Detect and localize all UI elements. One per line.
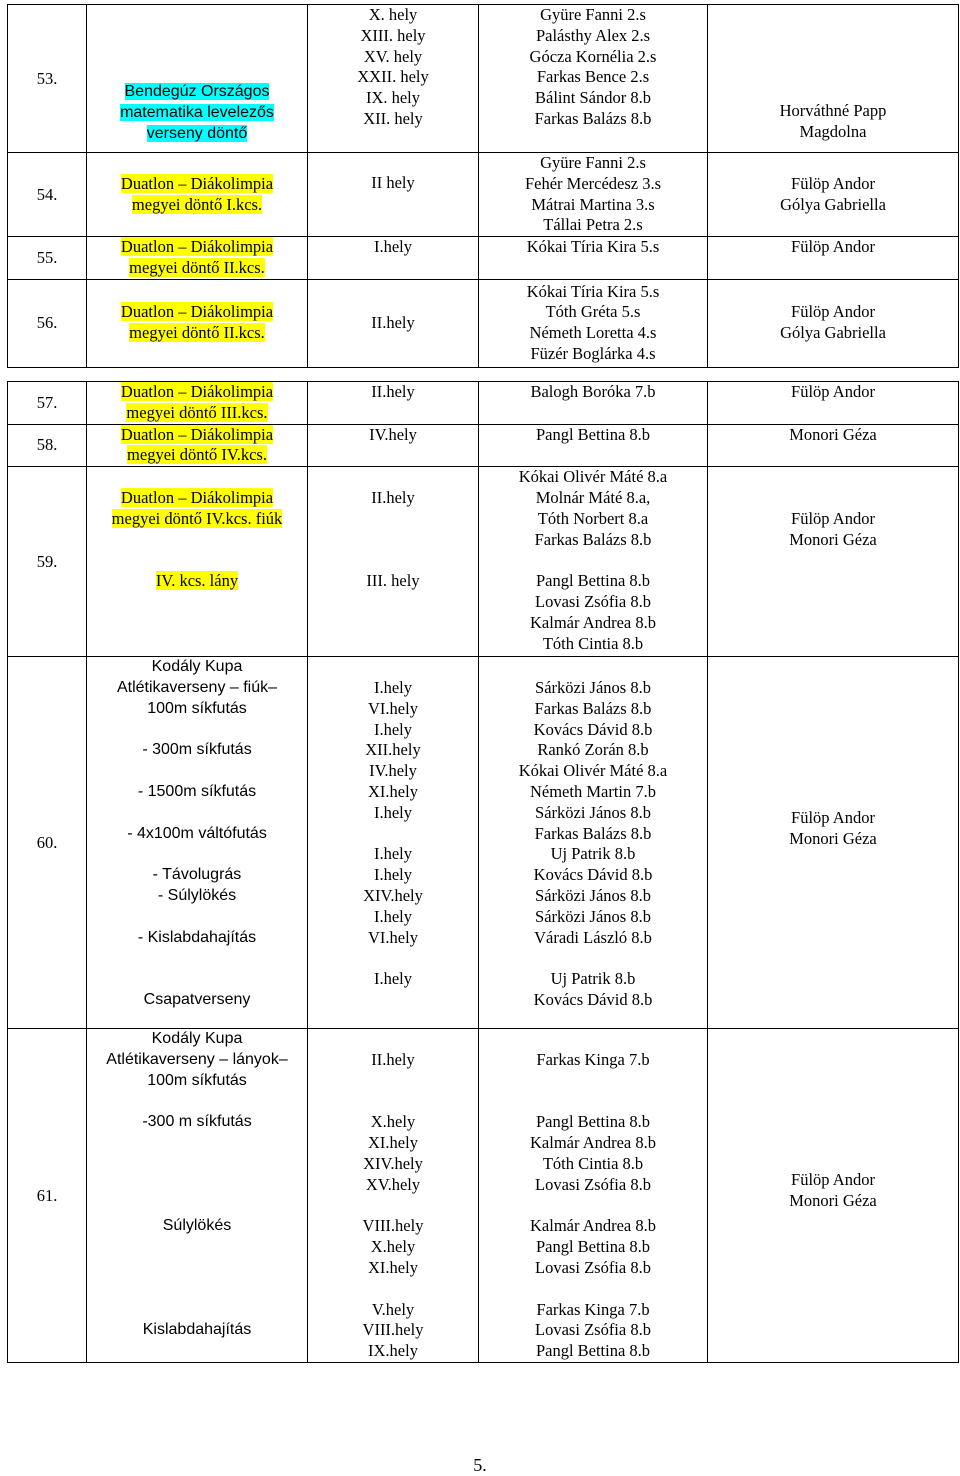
table-row bbox=[8, 237, 959, 280]
place-cell: II.hely III. hely bbox=[308, 467, 479, 657]
teacher-cell: Fülöp Andor bbox=[708, 237, 959, 280]
competition-cell: Duatlon – Diákolimpia megyei döntő III.kcs. bbox=[87, 382, 308, 425]
teacher-cell: Fülöp Andor Gólya Gabriella bbox=[708, 279, 959, 367]
competition-cell: Duatlon – Diákolimpia megyei döntő I.kcs. bbox=[87, 153, 308, 237]
place-cell: X. hely XIII. hely XV. hely XXII. hely IX. hely XII. hely bbox=[308, 5, 479, 153]
student-cell: Sárközi János 8.b Farkas Balázs 8.b Kovács Dávid 8.b Rankó Zorán 8.b Kókai Olivér Máté 8.a Németh Martin 7.b Sárközi János 8.b Farkas Balázs 8.b Uj Patrik 8.b Kovács Dávid 8.b Sárközi János 8.b Sárközi János 8.b Váradi László 8.b Uj Patrik 8.b Kovács Dávid 8.b bbox=[479, 657, 708, 1029]
row-number: 58. bbox=[8, 424, 87, 467]
results-table-top bbox=[7, 4, 959, 368]
student-cell: Kókai Tíria Kira 5.s Tóth Gréta 5.s Németh Loretta 4.s Füzér Boglárka 4.s bbox=[479, 279, 708, 367]
teacher-cell: Fülöp Andor Gólya Gabriella bbox=[708, 153, 959, 237]
page-number: 5. bbox=[473, 1455, 487, 1475]
competition-cell: Kodály Kupa Atlétikaverseny – fiúk– 100m síkfutás - 300m síkfutás - 1500m síkfutás - 4x100m váltófutás - Távolugrás - Súlylökés - Kislabdahajítás Csapatverseny bbox=[87, 657, 308, 1029]
student-cell: Farkas Kinga 7.b Pangl Bettina 8.b Kalmár Andrea 8.b Tóth Cintia 8.b Lovasi Zsófia 8.b Kalmár Andrea 8.b Pangl Bettina 8.b Lovasi Zsófia 8.b Farkas Kinga 7.b Lovasi Zsófia 8.b Pangl Bettina 8.b bbox=[479, 1029, 708, 1363]
competition-cell: Duatlon – Diákolimpia megyei döntő II.kcs. bbox=[87, 279, 308, 367]
teacher-cell: Fülöp Andor Monori Géza bbox=[708, 657, 959, 1029]
student-cell: Kókai Tíria Kira 5.s bbox=[479, 237, 708, 280]
row-number: 55. bbox=[8, 237, 87, 280]
student-cell: Gyüre Fanni 2.s Palásthy Alex 2.s Gócza Kornélia 2.s Farkas Bence 2.s Bálint Sándor 8.b Farkas Balázs 8.b bbox=[479, 5, 708, 153]
place-cell: I.hely bbox=[308, 237, 479, 280]
competition-cell: Duatlon – Diákolimpia megyei döntő IV.kcs. fiúk IV. kcs. lány bbox=[87, 467, 308, 657]
student-cell: Balogh Boróka 7.b bbox=[479, 382, 708, 425]
place-cell: II.hely bbox=[308, 279, 479, 367]
student-cell: Kókai Olivér Máté 8.a Molnár Máté 8.a, Tóth Norbert 8.a Farkas Balázs 8.b Pangl Bettina 8.b Lovasi Zsófia 8.b Kalmár Andrea 8.b Tóth Cintia 8.b bbox=[479, 467, 708, 657]
table-row bbox=[8, 5, 959, 153]
row-number: 54. bbox=[8, 153, 87, 237]
teacher-cell: Fülöp Andor Monori Géza bbox=[708, 1029, 959, 1363]
competition-cell: Duatlon – Diákolimpia megyei döntő IV.kcs. bbox=[87, 424, 308, 467]
student-cell: Gyüre Fanni 2.s Fehér Mercédesz 3.s Mátrai Martina 3.s Tállai Petra 2.s bbox=[479, 153, 708, 237]
table-row bbox=[8, 424, 959, 467]
place-cell: II hely bbox=[308, 153, 479, 237]
row-number: 57. bbox=[8, 382, 87, 425]
teacher-cell: Monori Géza bbox=[708, 424, 959, 467]
results-table-bottom bbox=[7, 381, 959, 1363]
place-cell: I.hely VI.hely I.hely XII.hely IV.hely XI.hely I.hely I.hely I.hely XIV.hely I.hely VI.hely I.hely bbox=[308, 657, 479, 1029]
competition-cell: Kodály Kupa Atlétikaverseny – lányok– 100m síkfutás -300 m síkfutás Súlylökés Kislabdahajítás bbox=[87, 1029, 308, 1363]
table-row bbox=[8, 1029, 959, 1363]
student-cell: Pangl Bettina 8.b bbox=[479, 424, 708, 467]
place-cell: II.hely X.hely XI.hely XIV.hely XV.hely VIII.hely X.hely XI.hely V.hely VIII.hely IX.hely bbox=[308, 1029, 479, 1363]
table-row bbox=[8, 153, 959, 237]
place-cell: IV.hely bbox=[308, 424, 479, 467]
place-cell: II.hely bbox=[308, 382, 479, 425]
competition-cell: Duatlon – Diákolimpia megyei döntő II.kcs. bbox=[87, 237, 308, 280]
row-number: 59. bbox=[8, 467, 87, 657]
row-number: 56. bbox=[8, 279, 87, 367]
table-row bbox=[8, 467, 959, 657]
table-row bbox=[8, 279, 959, 367]
competition-cell: Bendegúz Országos matematika levelezős verseny döntő bbox=[87, 5, 308, 153]
row-number: 60. bbox=[8, 657, 87, 1029]
row-number: 61. bbox=[8, 1029, 87, 1363]
table-row bbox=[8, 382, 959, 425]
row-number: 53. bbox=[8, 5, 87, 153]
table-row bbox=[8, 657, 959, 1029]
teacher-cell: Fülöp Andor Monori Géza bbox=[708, 467, 959, 657]
teacher-cell: Horváthné Papp Magdolna bbox=[708, 5, 959, 153]
teacher-cell: Fülöp Andor bbox=[708, 382, 959, 425]
